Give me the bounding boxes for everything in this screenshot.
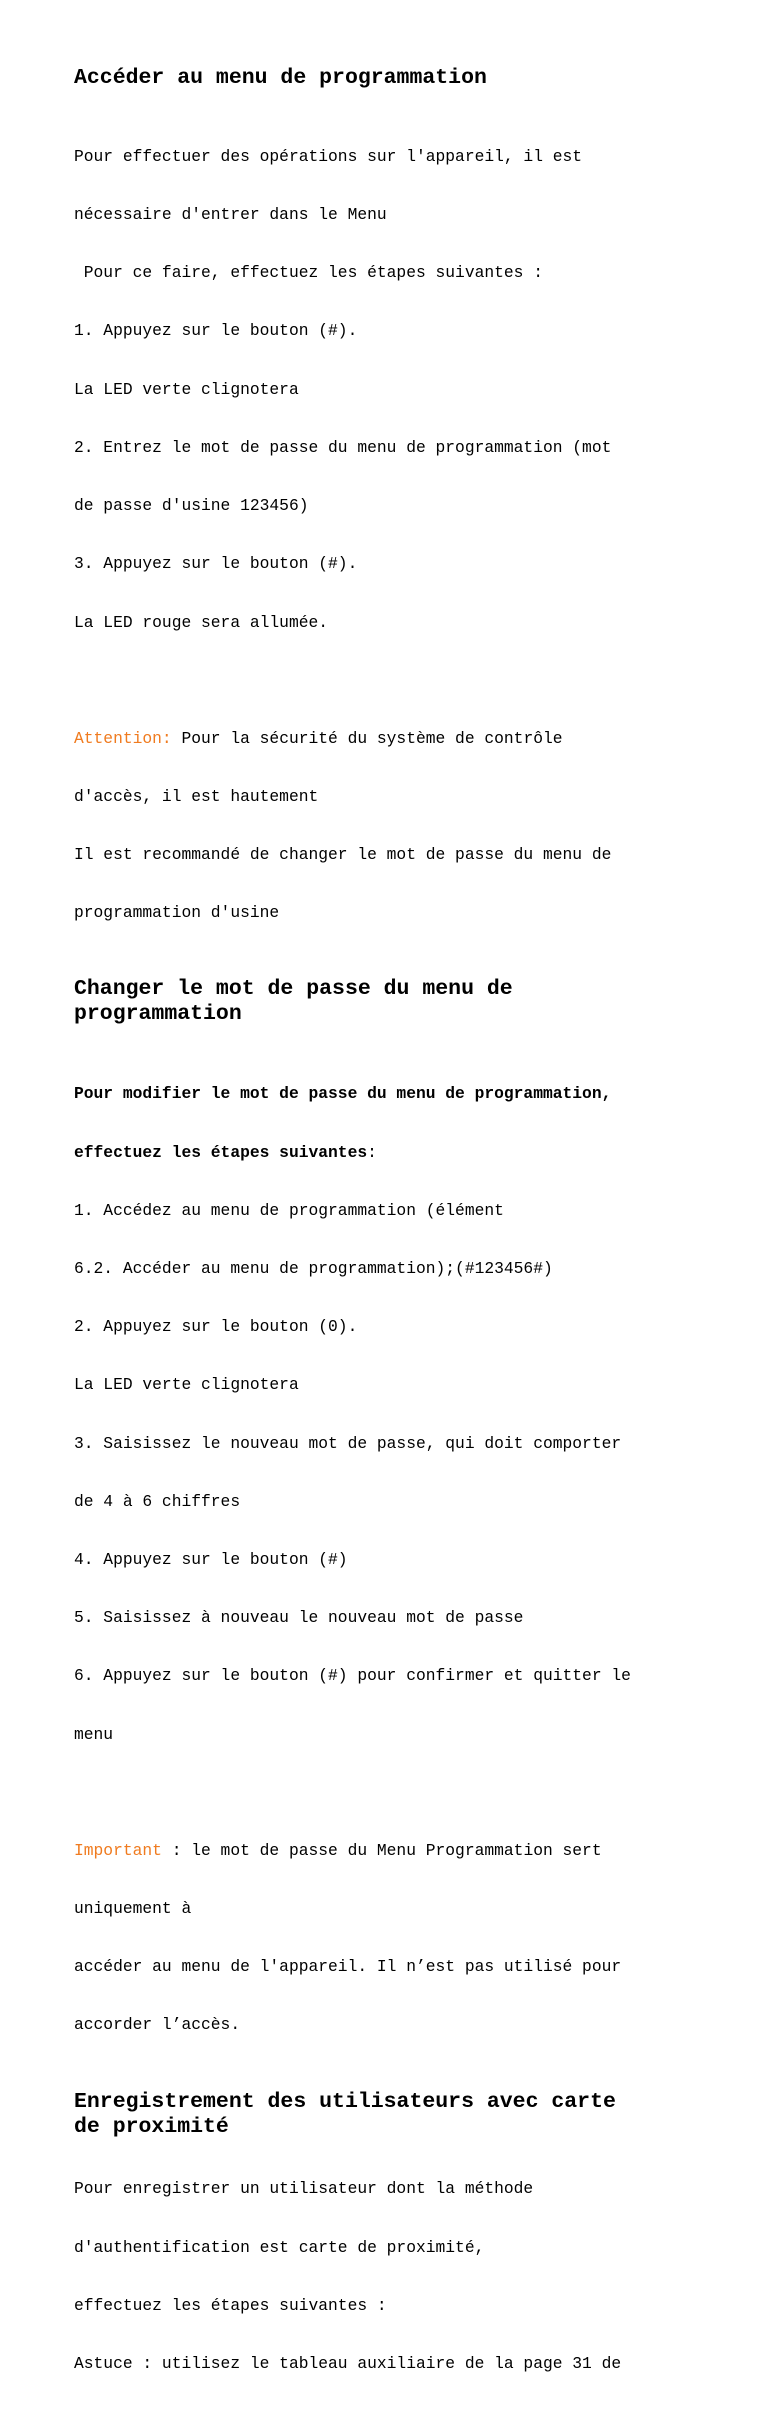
step-line: 1. Accédez au menu de programmation (élément: [74, 1200, 504, 1220]
text-line: d'authentification est carte de proximité,: [74, 2237, 485, 2257]
important-note: [74, 1802, 714, 2074]
text-line: accéder au menu de l'appareil. Il n’est pas utilisé pour: [74, 1957, 622, 1977]
text-line: menu: [74, 1724, 114, 1744]
section-body-access-menu: [74, 108, 714, 671]
text-line: programmation d'usine: [74, 903, 280, 923]
text-line: Pour ce faire, effectuez les étapes suivantes :: [74, 263, 543, 283]
important-label: Important: [74, 1840, 162, 1860]
attention-text: Pour la sécurité du système de contrôle: [171, 728, 563, 748]
step-line: 2. Entrez le mot de passe du menu de programmation (mot: [74, 437, 612, 457]
step-line: 2. Appuyez sur le bouton (0).: [74, 1317, 358, 1337]
text-line: nécessaire d'entrer dans le Menu: [74, 205, 387, 225]
text-line: Astuce : utilisez le tableau auxiliaire de la page 31 de: [74, 2354, 622, 2374]
step-line: 5. Saisissez à nouveau le nouveau mot de passe: [74, 1608, 524, 1628]
text-line: Pour effectuer des opérations sur l'appareil, il est: [74, 146, 583, 166]
attention-note: [74, 690, 714, 962]
step-line: 1. Appuyez sur le bouton (#).: [74, 321, 358, 341]
section-heading-access-menu: Accéder au menu de programmation: [74, 66, 487, 90]
important-text: : le mot de passe du Menu Programmation sert: [161, 1840, 602, 1860]
text-line: de 4 à 6 chiffres: [74, 1491, 241, 1511]
section-heading-register-users: Enregistrement des utilisateurs avec carte de proximité: [74, 2089, 616, 2139]
text-line: de passe d'usine 123456): [74, 496, 309, 516]
text-line: Pour enregistrer un utilisateur dont la méthode: [74, 2179, 534, 2199]
intro-colon: :: [367, 1142, 377, 1162]
intro-bold-line: effectuez les étapes suivantes: [74, 1142, 368, 1162]
step-line: 6. Appuyez sur le bouton (#) pour confirmer et quitter le: [74, 1666, 631, 1686]
section-body-register-users: [74, 2141, 714, 2412]
text-line: effectuez les étapes suivantes :: [74, 2295, 387, 2315]
text-line: accorder l’accès.: [74, 2015, 241, 2035]
intro-bold-line: Pour modifier le mot de passe du menu de programmation,: [74, 1084, 612, 1104]
text-line: La LED rouge sera allumée.: [74, 612, 329, 632]
section-heading-change-password: Changer le mot de passe du menu de programmation: [74, 977, 513, 1027]
text-line: Il est recommandé de changer le mot de passe du menu de: [74, 845, 612, 865]
step-line: 4. Appuyez sur le bouton (#): [74, 1550, 348, 1570]
step-line: 3. Saisissez le nouveau mot de passe, qui doit comporter: [74, 1433, 622, 1453]
text-line: 6.2. Accéder au menu de programmation);(#123456#): [74, 1258, 553, 1278]
step-line: 3. Appuyez sur le bouton (#).: [74, 554, 358, 574]
attention-label: Attention:: [74, 728, 172, 748]
text-line: uniquement à: [74, 1898, 192, 1918]
section-body-change-password: [74, 1045, 714, 1782]
document-page: [74, 66, 714, 2412]
text-line: d'accès, il est hautement: [74, 786, 319, 806]
text-line: La LED verte clignotera: [74, 1375, 299, 1395]
text-line: La LED verte clignotera: [74, 379, 299, 399]
